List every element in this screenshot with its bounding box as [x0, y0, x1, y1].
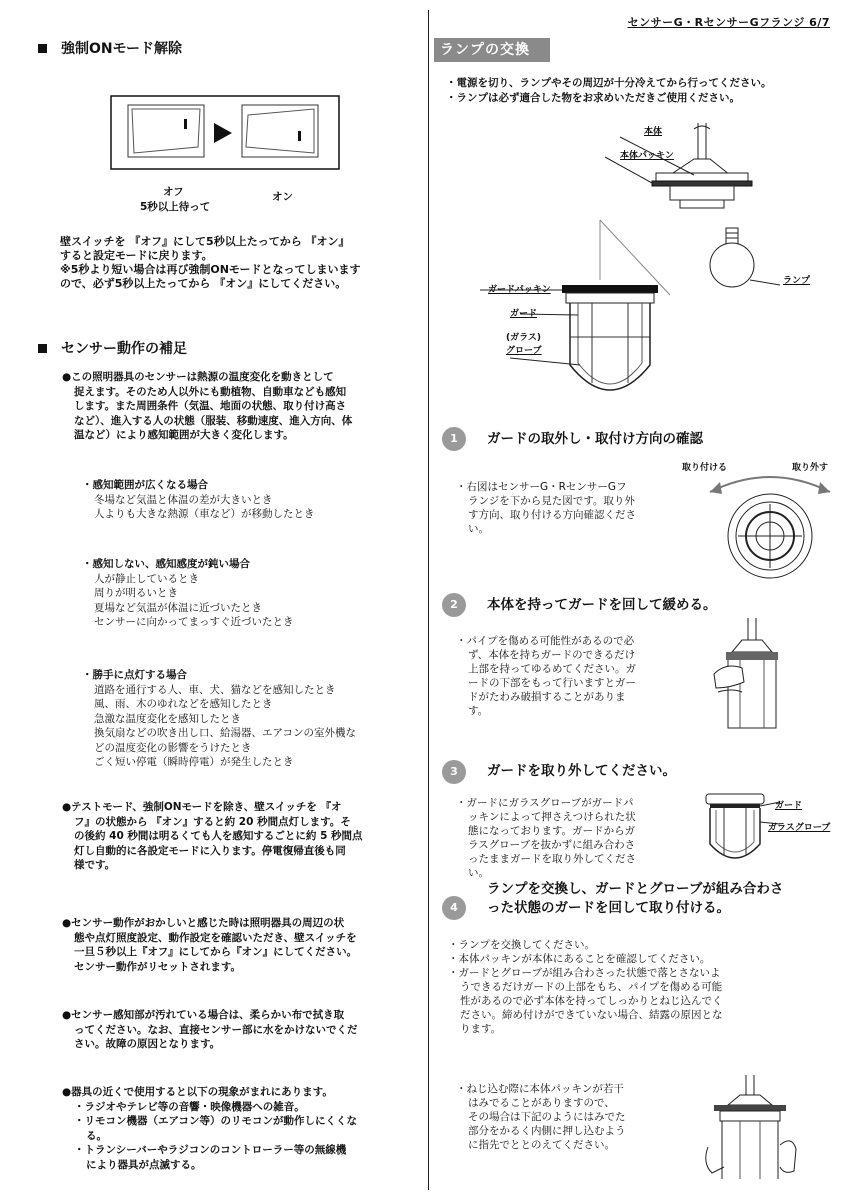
label-detach-direction: 取り外す [792, 463, 829, 473]
text-line: ・リモコン機器（エアコン等）のリモコンが動作しにくくな [74, 1115, 357, 1127]
text-line: ので、必ず5秒以上たってから 『オン』にしてください。 [60, 277, 347, 290]
text-line: 風、雨、木のゆれなどを感知したとき [94, 698, 273, 710]
text-line: 上部を持ってゆるめてください。ガ [468, 663, 636, 675]
text-line: ※5秒より短い場合は再び強制ONモードとなってしまいます [60, 263, 361, 276]
text-line: に指先でととのえてください。 [468, 1139, 615, 1151]
interference-note [62, 1085, 422, 1172]
text-line: す。 [468, 705, 489, 717]
guard-with-glass-illustration [702, 790, 768, 870]
text-line: 灯し自動的に各設定モードに入ります。停電復帰直後も同 [74, 844, 346, 857]
wide-range-cases [82, 478, 315, 522]
label-guard-packing: ガードパッキン [488, 285, 551, 295]
text-line: ・パイプを傷める可能性があるので必 [456, 635, 635, 647]
text-line: ださい。締め付けができていない場合、結露の原因とな [460, 1009, 723, 1021]
force-on-release-text [60, 235, 360, 291]
text-line: す方向、取り付ける方向確認くださ [468, 509, 636, 521]
sensor-dirty-note [62, 1008, 422, 1052]
text-line: ・ガードにガラスグローブがガードパ [456, 797, 634, 809]
packing-adjust-illustration [700, 1075, 800, 1185]
step-1-text [456, 480, 636, 536]
step-4-note [456, 1082, 626, 1152]
text-line: 捉えます。そのため人以外にも動植物、自動車なども感知 [74, 385, 347, 398]
text-line: どの温度変化の影響をうけたとき [94, 741, 252, 754]
text-line: 温など）により感知範囲が大きく変化します。 [74, 429, 294, 441]
label-body-packing: 本体パッキン [620, 151, 674, 161]
step-2-text [456, 634, 636, 718]
text-line: ・トランシーバーやラジコンのコントローラー等の無線機 [74, 1144, 347, 1156]
switch-off-label: オフ [163, 186, 184, 198]
label-guard: ガード [510, 309, 538, 319]
text-line: すると設定モードに戻ります。 [60, 249, 213, 262]
subheading: ・感知しない、感知感度が鈍い場合 [82, 558, 250, 570]
label-lamp: ランプ [783, 276, 811, 286]
text-line: 人よりも大きな熱源（車など）が移動したとき [94, 508, 315, 520]
text-line: った状態のガードを回して取り付ける。 [487, 900, 730, 916]
hand-loosening-guard-illustration [712, 618, 792, 742]
text-line: 急激な温度変化を感知したとき [94, 712, 241, 725]
flange-bottom-view-diagram [700, 468, 840, 580]
text-line: 換気扇などの吹き出し口、給湯器、エアコンの室外機な [94, 727, 356, 739]
section-bullet-square [38, 344, 47, 353]
text-line: ・ラジオやテレビ等の音響・映像機器への雑音。 [74, 1100, 305, 1113]
label-glass-1: (ガラス) [506, 333, 541, 343]
text-line: 態や点灯照度設定、動作設定を確認いただき、壁スイッチを [74, 931, 357, 944]
section-title: 強制ONモード解除 [61, 41, 183, 57]
label-glass-globe-step3: ガラスグローブ [768, 823, 831, 833]
text-line: ・ランプを交換してください。 [448, 939, 595, 951]
text-line: さい。故障の原因となります。 [74, 1038, 221, 1050]
section-sensor-supplement [38, 338, 187, 358]
text-line: ・ねじ込む際に本体パッキンが若干 [456, 1083, 624, 1095]
text-line: 周りが明るいとき [94, 587, 178, 599]
sensor-reset-note [62, 916, 422, 974]
text-line: ったままガードを取り外してくださ [468, 853, 636, 865]
step-number-badge: 2 [442, 593, 466, 617]
text-line: センサーに向かってまっすぐ近づいたとき [94, 616, 294, 628]
section-force-on-release [38, 38, 182, 58]
text-line: ードの下部をもって行いますとガー [468, 677, 636, 689]
text-line: ・電源を切り、ランプやその周辺が十分冷えてから行ってください。 [446, 77, 772, 89]
step-2-title: 本体を持ってガードを回して緩める。 [487, 597, 717, 613]
text-line: い。 [468, 867, 489, 879]
text-line: 一旦５秒以上『オフ』にしてから『オン』にしてください。 [74, 946, 358, 958]
text-line: い。 [468, 523, 489, 535]
text-line: 人が静止しているとき [94, 572, 199, 585]
step-3-title: ガードを取り外してください。 [487, 763, 676, 779]
text-line: ●センサー動作がおかしいと感じた時は照明器具の周辺の状 [62, 917, 345, 929]
text-line: 冬場など気温と体温の差が大きいとき [94, 493, 273, 506]
text-line: 性があるので必ず本体を持ってしっかりとねじ込んでく [460, 995, 723, 1007]
step-1-title: ガードの取外し・取付け方向の確認 [487, 431, 703, 447]
text-line: 態になっております。ガードからガ [468, 825, 636, 837]
text-line: ・本体パッキンが本体にあることを確認してください。 [448, 953, 711, 965]
text-line: ・ガードとグローブが組み合わさった状態で落とさないよ [448, 967, 721, 979]
lamp-replacement-banner: ランプの交換 [434, 38, 550, 62]
safety-warnings [446, 76, 772, 105]
text-line: その場合は下記のようにはみでた [468, 1111, 626, 1123]
dull-sensing-cases [82, 557, 294, 630]
text-line: ラスグローブを抜かずに組み合わさ [468, 839, 636, 851]
step-3-text [456, 796, 636, 880]
text-line: 様です。 [74, 859, 116, 871]
text-line: により器具が点滅する。 [86, 1158, 202, 1171]
section-bullet-square [38, 44, 47, 53]
step-4-title [487, 880, 783, 918]
text-line: など）、進入する人の状態（服装、移動速度、進入方向、体 [74, 414, 353, 427]
text-line: ・右図はセンサーG・RセンサーGフ [456, 481, 627, 493]
label-attach-direction: 取り付ける [682, 463, 728, 473]
text-line: の後約 40 秒間は明るくても人を感知するごとに約 5 秒間点 [74, 830, 363, 842]
text-line: ●センサー感知部が汚れている場合は、柔らかい布で拭き取 [62, 1009, 345, 1021]
label-glass-2: グローブ [506, 346, 542, 356]
auto-light-cases [82, 668, 356, 770]
step-number-badge: 1 [442, 427, 466, 451]
step-4-text [448, 938, 828, 1036]
subheading: ・勝手に点灯する場合 [82, 669, 187, 681]
text-line: ず、本体を持ちガードのできるだけ [468, 649, 636, 661]
wall-switch-diagram [110, 95, 340, 170]
page-header-title: センサーG・RセンサーGフランジ 6/7 [627, 16, 830, 29]
text-line: ごく短い停電（瞬時停電）が発生したとき [94, 756, 294, 768]
switch-on-label: オン [272, 191, 293, 203]
text-line: 夏場など気温が体温に近づいたとき [94, 601, 262, 614]
text-line: センサー動作がリセットされます。 [74, 960, 242, 973]
text-line: ●この照明器具のセンサーは熱源の温度変化を動きとして [62, 371, 334, 383]
text-line: フ』の状態から 『オン』すると約 20 秒間点灯します。そ [74, 815, 351, 828]
column-divider [428, 10, 429, 1190]
step-number-badge: 3 [442, 760, 466, 784]
text-line: ランプを交換し、ガードとグローブが組み合わさ [487, 881, 784, 897]
text-line: ります。 [460, 1023, 502, 1035]
text-line: 部分をかるく内側に押し込むよう [468, 1125, 626, 1137]
text-line: ってください。なお、直接センサー部に水をかけないでくだ [74, 1023, 358, 1036]
label-guard-step3: ガード [775, 801, 803, 811]
text-line: ランジを下から見た図です。取り外 [468, 495, 635, 507]
label-body: 本体 [644, 127, 663, 137]
section-title: センサー動作の補足 [61, 341, 187, 357]
text-line: うできるだけガードの上部をもち、パイプを傷める可能 [460, 981, 723, 993]
text-line: はみでることがありますので、 [468, 1097, 615, 1109]
sensor-intro [62, 370, 422, 443]
step-number-badge: 4 [442, 896, 466, 920]
text-line: る。 [86, 1129, 107, 1142]
text-line: ●テストモード、強制ONモードを除き、壁スイッチを 『オ [62, 801, 342, 813]
text-line: ッキンによって押さえつけられた状 [468, 811, 636, 823]
text-line: 壁スイッチを 『オフ』にして5秒以上たってから 『オン』 [60, 235, 350, 248]
test-mode-note [62, 800, 422, 873]
text-line: ・ランプは必ず適合した物をお求めいただきご使用ください。 [446, 91, 740, 104]
text-line: 道路を通行する人、車、犬、猫などを感知したとき [94, 683, 336, 696]
text-line: します。また周囲条件（気温、地面の状態、取り付け高さ [74, 400, 347, 412]
text-line: ドがたわみ破損することがありま [468, 691, 626, 703]
text-line: ●器具の近くで使用すると以下の現象がまれにあります。 [62, 1086, 333, 1098]
subheading: ・感知範囲が広くなる場合 [82, 479, 208, 491]
switch-wait-label: 5秒以上待って [140, 201, 211, 213]
